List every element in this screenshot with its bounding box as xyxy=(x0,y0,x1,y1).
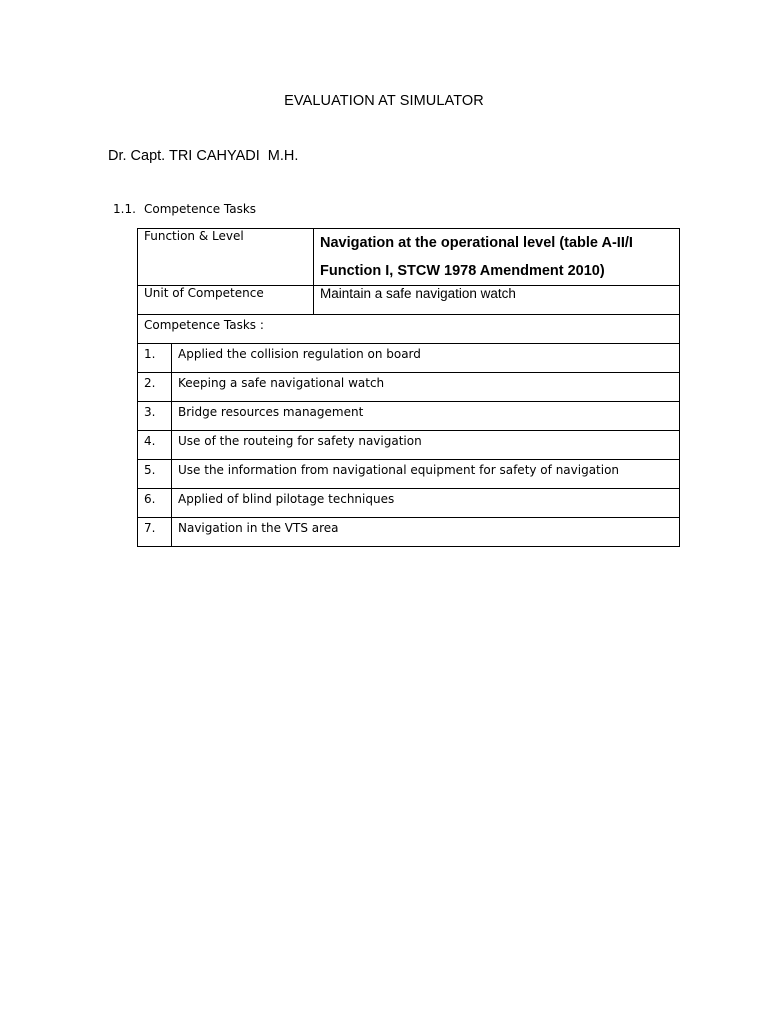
task-row xyxy=(138,431,680,460)
competence-tasks-header: Competence Tasks : xyxy=(138,315,680,344)
competence-table xyxy=(137,228,680,547)
task-row xyxy=(138,402,680,431)
task-number: 1. xyxy=(138,344,172,373)
task-text: Navigation in the VTS area xyxy=(172,518,680,547)
section-heading xyxy=(113,202,256,216)
author-line: Dr. Capt. TRI CAHYADI M.H. xyxy=(108,148,299,164)
task-text: Use of the routeing for safety navigation xyxy=(172,431,680,460)
section-number: 1.1. xyxy=(113,202,136,216)
task-number: 4. xyxy=(138,431,172,460)
unit-of-competence-value: Maintain a safe navigation watch xyxy=(314,286,680,315)
function-level-value xyxy=(314,229,680,286)
task-number: 2. xyxy=(138,373,172,402)
task-text: Applied the collision regulation on board xyxy=(172,344,680,373)
function-level-row xyxy=(138,229,680,286)
function-level-value-line1: Navigation at the operational level (table A-II/I xyxy=(320,235,633,251)
task-row xyxy=(138,518,680,547)
task-number: 7. xyxy=(138,518,172,547)
task-text: Use the information from navigational equipment for safety of navigation xyxy=(172,460,680,489)
task-number: 6. xyxy=(138,489,172,518)
section-title: Competence Tasks xyxy=(144,202,257,216)
function-level-value-line2: Function I, STCW 1978 Amendment 2010) xyxy=(320,263,605,279)
unit-of-competence-label: Unit of Competence xyxy=(138,286,314,315)
task-text: Applied of blind pilotage techniques xyxy=(172,489,680,518)
task-row xyxy=(138,373,680,402)
document-title: EVALUATION AT SIMULATOR xyxy=(284,93,484,109)
task-number: 5. xyxy=(138,460,172,489)
task-row xyxy=(138,489,680,518)
task-row xyxy=(138,460,680,489)
task-row xyxy=(138,344,680,373)
task-number: 3. xyxy=(138,402,172,431)
unit-of-competence-row xyxy=(138,286,680,315)
task-text: Keeping a safe navigational watch xyxy=(172,373,680,402)
function-level-label: Function & Level xyxy=(138,229,314,286)
competence-tasks-header-row xyxy=(138,315,680,344)
task-text: Bridge resources management xyxy=(172,402,680,431)
